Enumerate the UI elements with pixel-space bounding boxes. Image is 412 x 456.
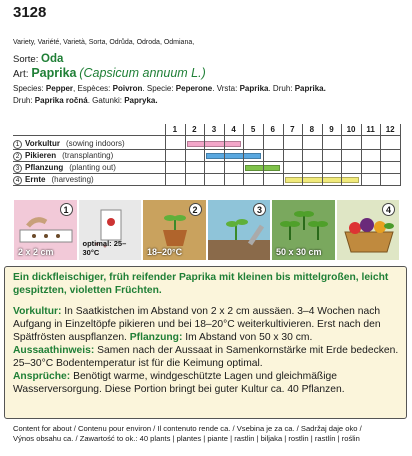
panel-label: 50 x 30 cm <box>276 247 322 257</box>
step-number: 4 <box>13 176 22 185</box>
calendar-gridline <box>341 124 342 186</box>
calendar-gridline <box>165 124 166 186</box>
variety-description: Ein dickfleischiger, früh reifender Paprika mit kleinen bis mittelgroßen, leicht gespitzten, violetten Früchten. <box>13 272 389 296</box>
species-label: Druh: <box>272 84 293 93</box>
month-label: 5 <box>250 125 256 134</box>
species-label: Vrsta: <box>216 84 238 93</box>
instruction-icons <box>13 200 400 260</box>
month-label: 1 <box>172 125 178 134</box>
month-label: 10 <box>346 125 356 134</box>
anspr-heading: Ansprüche: <box>13 371 71 382</box>
step-english: (planting out) <box>69 163 116 172</box>
art-latin: (Capsicum annuum L.) <box>79 66 206 80</box>
panel-label: optimal: 25–30°C <box>82 239 127 257</box>
instruction-panel <box>272 200 335 260</box>
anspr-text: Benötigt warme, windgeschützte Lagen und gleichmäßige Wasserversorgung. Diese Portion bringt bei guter Kultur ca. 40 Pflanzen. <box>13 371 345 395</box>
step-number: 3 <box>13 164 22 173</box>
instruction-panel <box>143 200 206 260</box>
step-english: (harvesting) <box>51 175 94 184</box>
step-name: Pikieren <box>25 151 57 160</box>
content-line-2: Výnos obsahu ca. / Zawartość to ok.: 40 plants | plantes | piante | rastlin | biljaka | rostlin | rastlín | roślin <box>13 434 360 443</box>
sorte-line <box>13 53 63 65</box>
pflanzung-heading: Pflanzung: <box>129 332 183 343</box>
calendar-gridline <box>302 124 303 186</box>
step-name: Vorkultur <box>25 139 60 148</box>
month-label: 8 <box>309 125 315 134</box>
species-value: Papryka. <box>124 96 158 105</box>
calendar-bar <box>206 153 261 159</box>
content-line-1: Content for about / Contenu pour environ / Il contenuto rende ca. / Vsebina je za ca. / Sadržaj daje oko / <box>13 424 362 433</box>
species-value: Peperone <box>175 84 213 93</box>
species-label: Species: <box>13 84 44 93</box>
species-value: Paprika <box>239 84 269 93</box>
step-number: 1 <box>13 140 22 149</box>
calendar-gridline <box>361 124 362 186</box>
calendar-gridline <box>322 124 323 186</box>
species-value: Pepper <box>45 84 74 93</box>
month-label: 7 <box>290 125 295 134</box>
calendar-bar <box>187 141 242 147</box>
panel-step-number: 2 <box>189 203 202 216</box>
calendar-row-label <box>13 150 165 162</box>
species-separator: . <box>142 84 147 93</box>
calendar-gridline <box>263 124 264 186</box>
content-note <box>13 424 362 444</box>
info-box <box>4 266 407 419</box>
pflanzung-text: Im Abstand von 50 x 30 cm. <box>182 332 313 343</box>
calendar-gridline <box>283 124 284 186</box>
species-value: Paprika. <box>294 84 326 93</box>
calendar-gridline <box>185 124 186 186</box>
species-separator: . <box>87 96 93 105</box>
panel-label: 2 x 2 cm <box>18 247 54 257</box>
calendar-gridline <box>204 124 205 186</box>
month-label: 11 <box>366 125 375 134</box>
panel-step-number: 4 <box>382 203 395 216</box>
growing-instructions <box>13 305 403 396</box>
species-separator: . <box>268 84 273 93</box>
sorte-value: Oda <box>41 53 64 65</box>
species-value: Paprika ročná <box>34 96 88 105</box>
month-label: 12 <box>385 125 395 134</box>
calendar-gridline <box>243 124 244 186</box>
step-number: 2 <box>13 152 22 161</box>
species-separator: . <box>212 84 217 93</box>
step-english: (transplanting) <box>62 151 114 160</box>
calendar-gridline <box>224 124 225 186</box>
species-label: Espèces: <box>77 84 111 93</box>
month-label: 4 <box>231 125 236 134</box>
species-value: Poivron <box>112 84 143 93</box>
calendar-row-label <box>13 174 165 186</box>
sorte-label: Sorte: <box>13 54 39 65</box>
instruction-panel <box>208 200 271 260</box>
species-line-1 <box>13 84 326 93</box>
month-label: 2 <box>192 125 197 134</box>
month-label: 6 <box>270 125 275 134</box>
step-name: Ernte <box>25 175 46 184</box>
panel-step-number: 1 <box>60 203 73 216</box>
month-label: 3 <box>211 125 217 134</box>
art-label: Art: <box>13 69 29 80</box>
species-label: Gatunki: <box>92 96 122 105</box>
calendar-row-label <box>13 138 165 150</box>
art-value: Paprika <box>31 66 77 80</box>
variety-header: Variety, Variété, Varietà, Sorta, Odrůda, Odroda, Odmiana, <box>13 39 195 46</box>
step-name: Pflanzung <box>25 163 64 172</box>
aussaat-text: Samen nach der Aussaat in Samenkornstärke mit Erde bedecken. 25–30°C Bodentemperatur ist für die Keimung optimal. <box>13 345 399 369</box>
step-english: (sowing indoors) <box>65 139 125 148</box>
species-line-2 <box>13 96 158 105</box>
species-label: Specie: <box>146 84 174 93</box>
vorkultur-heading: Vorkultur: <box>13 306 62 317</box>
calendar-row-label <box>13 162 165 174</box>
instruction-panel <box>14 200 77 260</box>
calendar-gridline <box>380 124 381 186</box>
instruction-panel <box>79 200 142 260</box>
species-separator: , <box>73 84 78 93</box>
calendar-gridline <box>400 124 401 186</box>
art-line <box>13 66 206 80</box>
month-label: 9 <box>329 125 334 134</box>
panel-label: 18–20°C <box>147 247 183 257</box>
panel-step-number: 3 <box>253 203 266 216</box>
aussaat-heading: Aussaathinweis: <box>13 345 95 356</box>
instruction-panel <box>337 200 400 260</box>
vorkultur-text: In Saatkistchen im Abstand von 2 x 2 cm aussäen. 3–4 Wochen nach Aufgang in Einzeltöpfe pikieren und bei 18–20°C weiterkultivieren. Erst nach den Spätfrösten auspflanzen. <box>13 306 381 343</box>
product-code: 3128 <box>13 4 47 21</box>
sowing-calendar <box>13 124 400 194</box>
species-label: Druh: <box>13 96 33 105</box>
